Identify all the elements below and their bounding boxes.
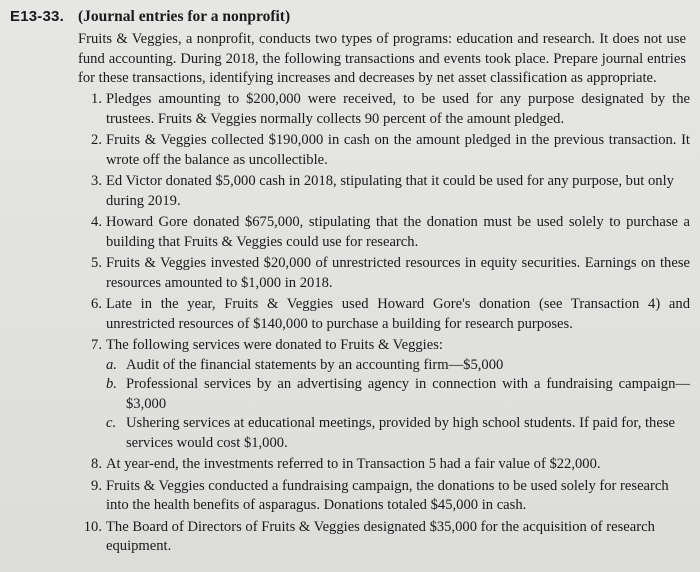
subitem-letter: a. [106,356,117,373]
subitem-letter: b. [106,376,117,392]
subitem-b [106,375,690,414]
item-number: 2. [91,132,102,148]
subitem-text: Ushering services at educational meetings, provided by high school students. If paid for, these services would cost $1,000. [126,415,675,451]
item-text: At year-end, the investments referred to in Transaction 5 had a fair value of $22,000. [106,456,601,472]
transaction-item-9 [78,477,690,516]
problem-title: (Journal entries for a nonprofit) [78,8,291,25]
transaction-item-8 [78,455,690,475]
transaction-item-2 [78,131,690,170]
item-number: 6. [91,296,102,312]
subitem-text: Professional services by an advertising agency in connection with a fundraising campaign—$3,000 [126,376,690,412]
transaction-item-3 [78,172,690,211]
transaction-item-6 [78,295,690,334]
item-number: 4. [91,214,102,230]
item-text: Howard Gore donated $675,000, stipulating that the donation must be used solely to purchase a building that Fruits & Veggies could use for research. [106,214,690,250]
subitem-c [106,414,690,453]
item-text: Fruits & Veggies conducted a fundraising campaign, the donations to be used solely for research into the health benefits of asparagus. Donations totaled $45,000 in cash. [106,477,669,513]
item-number: 9. [91,477,102,494]
item-text: Late in the year, Fruits & Veggies used Howard Gore's donation (see Transaction 4) and unrestricted resources of $140,000 to purchase a building for research purposes. [106,296,690,332]
item-text: Fruits & Veggies collected $190,000 in cash on the amount pledged in the previous transaction. It wrote off the balance as uncollectible. [106,132,690,168]
transaction-item-4 [78,213,690,252]
transaction-list [78,90,690,559]
subitem-a [106,356,690,376]
item-number: 3. [91,173,102,189]
item-text: Pledges amounting to $200,000 were received, to be used for any purpose designated by the trustees. Fruits & Veggies normally collects 90 percent of the amount pledged. [106,91,690,127]
item-number: 8. [91,456,102,472]
transaction-item-10 [78,518,690,557]
item-number: 7. [91,337,102,353]
item-text: Fruits & Veggies invested $20,000 of unrestricted resources in equity securities. Earnings on these resources amounted to $1,000 in 2018. [106,255,690,291]
problem-intro: Fruits & Veggies, a nonprofit, conducts two types of programs: education and research. It does not use fund accounting. During 2018, the following transactions and events took place. Prepare journal entries for these transactions, identifying increases and decreases by net asset classification as appropriate. [78,31,686,86]
transaction-item-1 [78,90,690,129]
problem-number: E13-33. [10,8,64,25]
item-number: 10. [83,518,102,535]
transaction-item-5 [78,254,690,293]
subitem-letter: c. [106,415,117,431]
item-text: Ed Victor donated $5,000 cash in 2018, stipulating that it could be used for any purpose, but only during 2019. [106,173,674,209]
subitem-text: Audit of the financial statements by an accounting firm—$5,000 [126,356,504,373]
transaction-item-7 [78,336,690,453]
item-text: The following services were donated to Fruits & Veggies: [106,337,443,353]
item-text: The Board of Directors of Fruits & Veggies designated $35,000 for the acquisition of research equipment. [106,518,655,554]
item-number: 5. [91,255,102,271]
item-number: 1. [91,91,102,107]
